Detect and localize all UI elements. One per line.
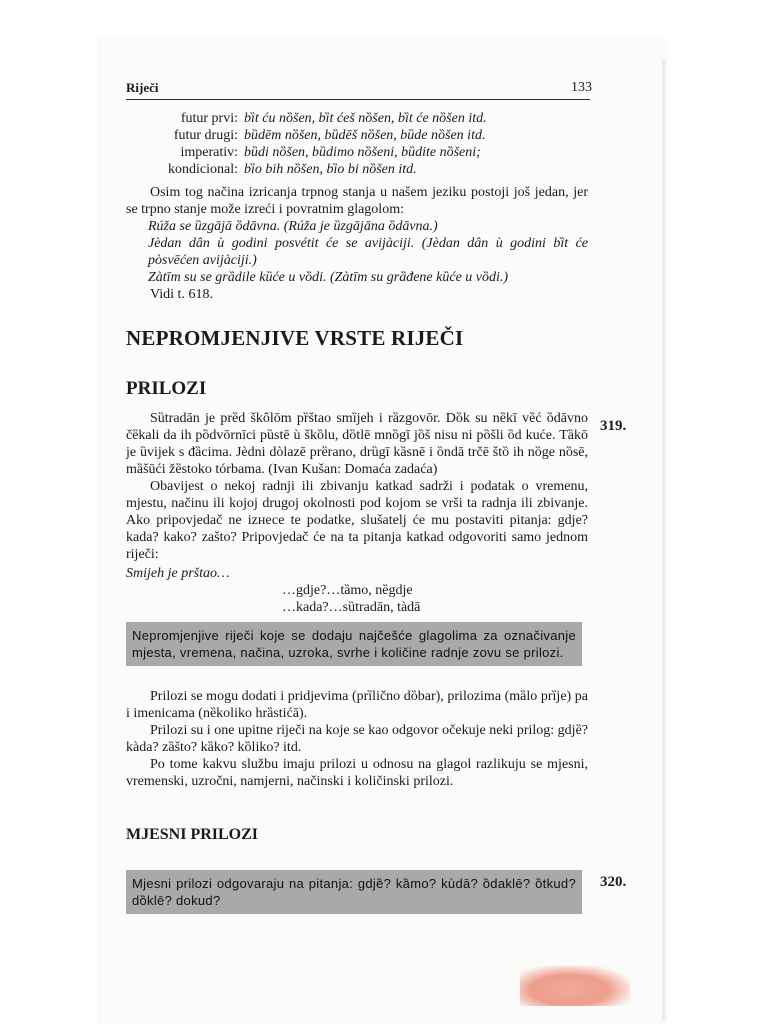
- definition-box: Nepromjenjive riječi koje se dodaju najčešće glagolima za označivanje mjesta, vremena, načina, uzroka, svrhe i količine radnje zovu se prilozi.: [126, 622, 582, 666]
- section-319-notes: [126, 688, 588, 790]
- conjugation-row: [126, 161, 526, 178]
- cross-reference: Vidi t. 618.: [150, 287, 213, 302]
- passive-intro: Osim tog načina izricanja trpnog stanja u našem jeziku postoji još jedan, jer se trpno stanje može izreći i povratnim glagolom:: [126, 185, 588, 217]
- conjugation-label: imperativ:: [180, 145, 238, 160]
- example-sentence: Jèdan dân ù godini posvétit će se avijàciji. (Jèdan dân ù godini bȉt će pòsvēćen avijàciji.): [148, 236, 588, 268]
- page-number: 133: [571, 80, 592, 95]
- conjugation-row: [126, 127, 526, 144]
- explanation-paragraph: Obavijest o nekoj radnji ili zbivanju katkad sadrži i podatak o vremenu, mjestu, načinu ili kojoj drugoj okolnosti pod kojom se vrši ta radnja ili zbivanje. Ako pripovjedač ne izнесе te podatke, slušatelj će mu postaviti pitanja: gdje? kada? kako? zašto? Pripovjedač će na ta pitanja katkad odgovoriti samo jednom riječi:: [126, 479, 588, 562]
- definition-box: Mjesni prilozi odgovaraju na pitanja: gdjȅ? kȁmo? kùdā? ȍdaklē? ȍtkud? dȍklē? dokud?: [126, 870, 582, 914]
- conjugation-form: bȕdēm nȍšen, bȕdēš nȍšen, bȕde nȍšen itd.: [244, 128, 486, 143]
- note-paragraph: Po tome kakvu službu imaju prilozi u odnosu na glagol razlikuju se mjesni, vremenski, uzročni, namjerni, načinski i količinski prilozi.: [126, 757, 588, 789]
- conjugation-row: [126, 144, 526, 161]
- note-paragraph: Prilozi se mogu dodati i pridjevima (prȉlično dȍbar), prilozima (mȁlo prȉje) pa i imenicama (nȅkoliko hrȁstićā).: [126, 689, 588, 721]
- conjugation-label: futur drugi:: [173, 128, 238, 143]
- qa-sentence: Smijeh je prštao…: [126, 566, 230, 581]
- conjugation-label: kondicional:: [168, 162, 238, 177]
- example-sentence: Zàtīm su se grȁdile kȕće u vȍdi. (Zàtīm su grȁđene kȕće u vȍdi.): [148, 270, 509, 285]
- section-319-text: [126, 410, 588, 563]
- header-rule: [126, 99, 590, 100]
- question-answer-example: [126, 565, 586, 616]
- qa-answer: …kada?…sȕtradān, tàdā: [282, 600, 421, 615]
- section-number: 319.: [600, 418, 627, 434]
- example-sentence: Rúža se ȕzgājā ȍdāvna. (Rúža je ȕzgājāna ȍdāvna.): [148, 219, 438, 234]
- conjugation-row: [126, 110, 526, 127]
- qa-answer: …gdje?…tȁmo, nȅgdje: [282, 583, 413, 598]
- conjugation-label: futur prvi:: [180, 111, 238, 126]
- literary-example: Sȕtradān je prȅd škȏlōm pȑštao smȉjeh i rȁzgovōr. Dȍk su nȅkī vȅć ȍdāvno čȅkali da ih pȍdvōrnīci pȕstē ù škȍlu, dȍtlē mnȍgī jȍš nisu ni pȍšli ȍd kuće. Tȁkō je ȕvijek s đȁcima. Jèdni dòlazē prȅrano, drȕgī kȁsnē i ȍndā trčē štȍ ih nȍge nȍsē, mȁšūći žȅstoko tórbama. (Ivan Kušan: Domaća zadaća): [126, 411, 588, 477]
- passive-block: [126, 184, 588, 303]
- chapter-heading: NEPROMJENJIVE VRSTE RIJEČI: [126, 326, 464, 350]
- subsection-heading: MJESNI PRILOZI: [126, 826, 259, 843]
- finger-tip: [520, 966, 630, 1006]
- page-header: [126, 80, 592, 98]
- section-number: 320.: [600, 874, 627, 890]
- conjugation-form: bȕdi nȍšen, bȕdimo nȍšeni, bȕdite nȍšeni;: [244, 145, 481, 160]
- conjugation-table: [126, 110, 526, 178]
- conjugation-form: bȉt ću nȍšen, bȉt ćeš nȍšen, bȉt će nȍšen itd.: [244, 111, 487, 126]
- running-head: Riječi: [126, 80, 159, 95]
- conjugation-form: bȉo bih nȍšen, bȉo bi nȍšen itd.: [244, 162, 417, 177]
- page-edge: [662, 60, 666, 1020]
- qa-row: [126, 565, 586, 582]
- note-paragraph: Prilozi su i one upitne riječi na koje se kao odgovor očekuje neki prilog: gdjȅ? kàda? zȁšto? kȁko? kȍliko? itd.: [126, 723, 588, 755]
- section-heading: PRILOZI: [126, 378, 207, 399]
